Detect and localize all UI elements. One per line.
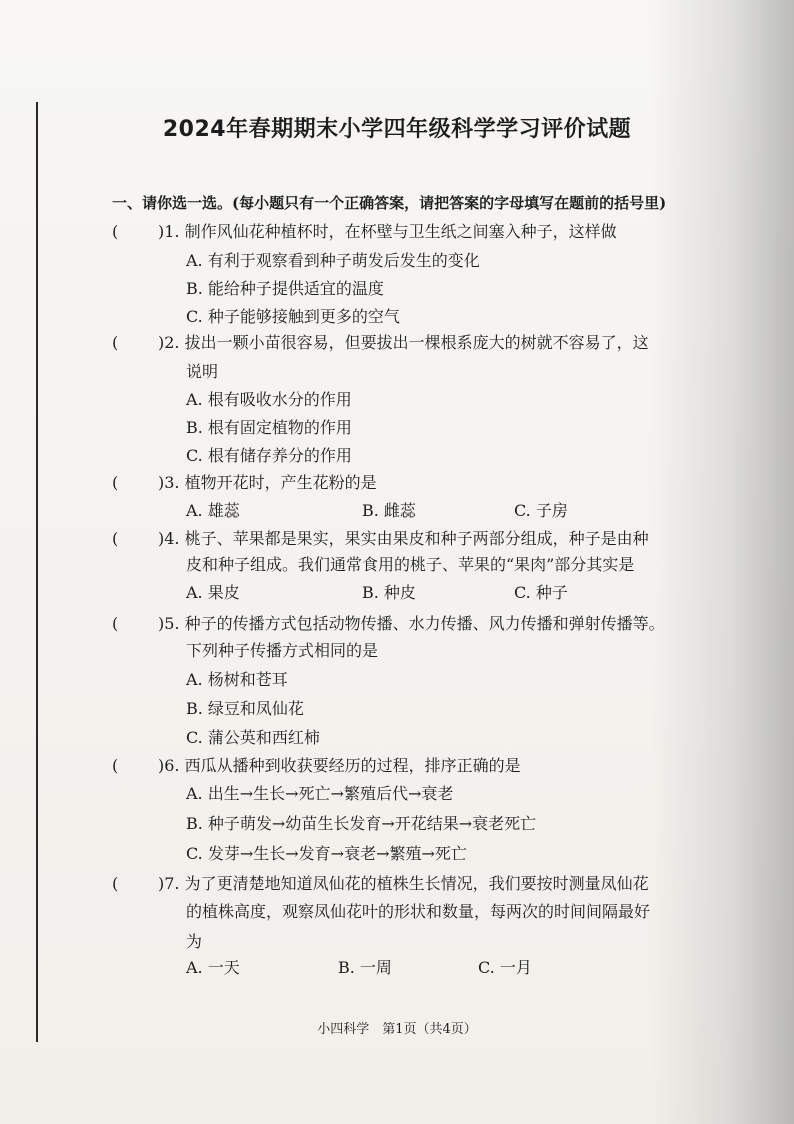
option: A. 出生→生长→死亡→繁殖后代→衰老 [186, 784, 454, 803]
question-stem-continued: 皮和种子组成。我们通常食用的桃子、苹果的“果肉”部分其实是 [186, 555, 635, 574]
question-number: )4. [158, 529, 180, 548]
question-number: )7. [158, 874, 180, 893]
question-stem: 桃子、苹果都是果实，果实由果皮和种子两部分组成，种子是由种 [184, 529, 649, 548]
question-stem: 植物开花时，产生花粉的是 [184, 473, 377, 492]
answer-paren-open: ( [112, 473, 119, 492]
option: C. 发芽→生长→发育→衰老→繁殖→死亡 [186, 844, 467, 863]
inline-options [186, 958, 532, 978]
question-number: )2. [158, 333, 180, 352]
question-stem-continued: 说明 [186, 362, 219, 381]
option: A. 有利于观察看到种子萌发后发生的变化 [186, 251, 480, 270]
answer-paren-open: ( [112, 874, 119, 893]
question-stem: 为了更清楚地知道凤仙花的植株生长情况，我们要按时测量凤仙花 [184, 874, 649, 893]
option: B. 根有固定植物的作用 [186, 418, 352, 437]
question-number: )3. [158, 473, 180, 492]
question-7 [112, 874, 649, 894]
answer-paren-open: ( [112, 614, 119, 633]
question-stem-continued: 为 [186, 932, 203, 951]
option: C. 种子能够接触到更多的空气 [186, 307, 400, 326]
question-stem: 西瓜从播种到收获要经历的过程，排序正确的是 [184, 756, 521, 775]
question-stem-continued: 的植株高度，观察凤仙花叶的形状和数量，每两次的时间间隔最好 [186, 902, 651, 921]
option: B. 雌蕊 [362, 501, 416, 520]
answer-paren-open: ( [112, 222, 119, 241]
option: A. 雄蕊 [186, 501, 240, 520]
question-3 [112, 473, 377, 493]
question-1 [112, 222, 617, 242]
section-heading: 一、请你选一选。(每小题只有一个正确答案，请把答案的字母填写在题前的括号里) [112, 194, 667, 212]
answer-paren-open: ( [112, 529, 119, 548]
question-6 [112, 756, 521, 776]
option: B. 绿豆和凤仙花 [186, 699, 304, 718]
question-number: )5. [158, 614, 180, 633]
question-stem-continued: 下列种子传播方式相同的是 [186, 641, 379, 660]
question-2 [112, 333, 649, 353]
question-4 [112, 529, 649, 549]
option: C. 根有储存养分的作用 [186, 446, 352, 465]
question-stem: 种子的传播方式包括动物传播、水力传播、风力传播和弹射传播等。 [184, 614, 665, 633]
inline-options [186, 583, 568, 603]
question-number: )6. [158, 756, 180, 775]
option: B. 种子萌发→幼苗生长发育→开花结果→衰老死亡 [186, 814, 537, 833]
option: B. 种皮 [362, 583, 416, 602]
option: B. 一周 [338, 958, 392, 977]
answer-paren-open: ( [112, 333, 119, 352]
option: A. 杨树和苍耳 [186, 670, 288, 689]
question-stem: 制作风仙花种植杯时，在杯壁与卫生纸之间塞入种子，这样做 [184, 222, 617, 241]
option: C. 蒲公英和西红柿 [186, 728, 320, 747]
option: C. 一月 [478, 958, 532, 977]
binding-line [36, 102, 38, 1042]
option: B. 能给种子提供适宜的温度 [186, 279, 384, 298]
option: C. 子房 [514, 501, 568, 520]
page-title: 2024年春期期末小学四年级科学学习评价试题 [162, 117, 632, 142]
option: C. 种子 [514, 583, 568, 602]
option: A. 果皮 [186, 583, 240, 602]
option: A. 根有吸收水分的作用 [186, 390, 352, 409]
option: A. 一天 [186, 958, 240, 977]
question-stem: 拔出一颗小苗很容易，但要拔出一棵根系庞大的树就不容易了，这 [184, 333, 649, 352]
answer-paren-open: ( [112, 756, 119, 775]
question-5 [112, 614, 665, 634]
inline-options [186, 501, 568, 521]
page-footer: 小四科学 第1页（共4页） [317, 1022, 477, 1037]
question-number: )1. [158, 222, 180, 241]
